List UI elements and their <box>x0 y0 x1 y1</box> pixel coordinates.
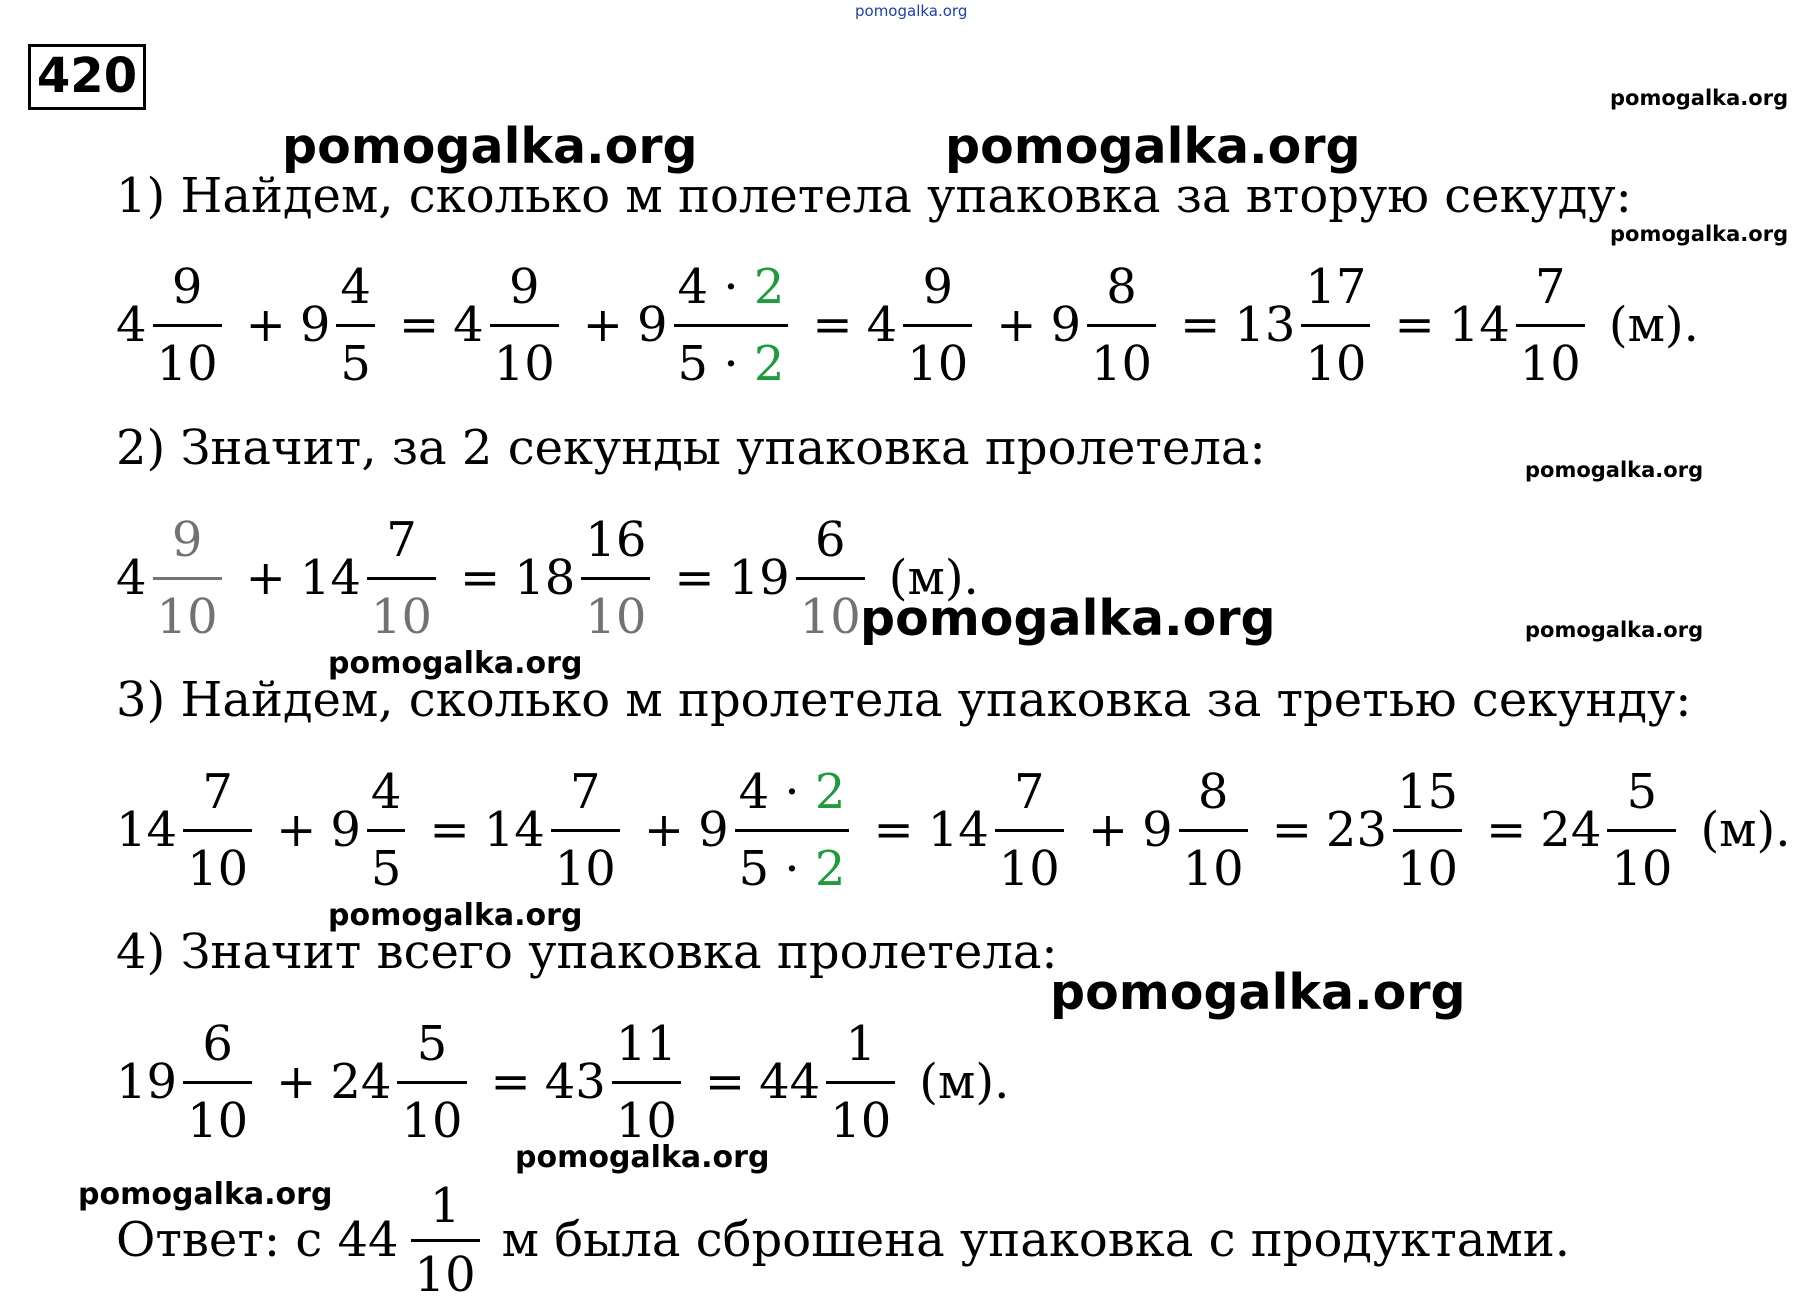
numerator <box>674 250 789 324</box>
operator: + <box>245 550 286 606</box>
whole: 4 <box>453 297 484 353</box>
denominator <box>674 327 789 401</box>
denominator: 10 <box>799 588 861 645</box>
numerator: 4 <box>370 763 402 820</box>
operator: = <box>429 802 470 858</box>
unit: (м). <box>919 1054 1010 1110</box>
numerator-part: 4 · <box>738 763 815 820</box>
whole: 9 <box>1050 297 1082 353</box>
equation-2 <box>116 503 979 653</box>
denominator <box>735 832 850 906</box>
whole: 9 <box>299 297 331 353</box>
whole: 44 <box>759 1054 821 1110</box>
numerator: 9 <box>508 258 540 315</box>
numerator-multiplier: 2 <box>753 258 785 315</box>
watermark: pomogalka.org <box>1050 964 1466 1021</box>
operator: = <box>490 1054 531 1110</box>
fraction <box>1087 250 1156 401</box>
operator: + <box>245 297 286 353</box>
equation-4 <box>116 1007 1009 1157</box>
fraction <box>1607 755 1676 906</box>
fraction <box>674 250 789 401</box>
numerator: 17 <box>1305 258 1367 315</box>
whole: 43 <box>544 1054 606 1110</box>
fraction <box>153 503 222 654</box>
whole: 4 <box>866 297 898 353</box>
denominator: 10 <box>830 1092 892 1149</box>
denominator: 10 <box>585 588 647 645</box>
whole: 24 <box>1540 802 1602 858</box>
denominator: 10 <box>414 1246 476 1303</box>
operator: + <box>276 802 317 858</box>
numerator: 6 <box>202 1015 233 1072</box>
whole: 14 <box>483 802 545 858</box>
numerator: 9 <box>922 258 953 315</box>
whole: 9 <box>637 297 668 353</box>
denominator: 10 <box>187 840 249 897</box>
denominator: 10 <box>998 840 1060 897</box>
numerator: 15 <box>1396 763 1459 820</box>
operator: = <box>460 550 501 606</box>
watermark: pomogalka.org <box>328 898 583 933</box>
operator: = <box>704 1054 746 1110</box>
denominator: 10 <box>370 588 432 645</box>
operator: = <box>873 802 914 858</box>
numerator: 8 <box>1197 763 1229 820</box>
step-3-label: 3) Найдем, сколько м пролетела упаковка за третью секунду: <box>116 672 1692 728</box>
fraction <box>397 1007 466 1158</box>
whole: 24 <box>330 1054 392 1110</box>
fraction <box>903 250 972 401</box>
whole: 14 <box>116 802 178 858</box>
fraction <box>490 250 559 401</box>
fraction <box>1301 250 1370 401</box>
denominator: 10 <box>1091 335 1153 392</box>
step-1-label: 1) Найдем, сколько м полетела упаковка за вторую секуду: <box>116 168 1632 224</box>
step-4-label: 4) Значит всего упаковка пролетела: <box>116 924 1058 980</box>
denominator: 10 <box>156 335 218 392</box>
numerator: 1 <box>845 1015 877 1072</box>
answer-prefix: Ответ: с 44 <box>116 1212 399 1268</box>
operator: = <box>674 550 715 606</box>
operator: = <box>812 297 853 353</box>
operator: = <box>1486 802 1527 858</box>
numerator: 5 <box>416 1015 448 1072</box>
whole: 14 <box>1448 297 1510 353</box>
denominator: 10 <box>1182 840 1244 897</box>
whole: 23 <box>1325 802 1387 858</box>
watermark: pomogalka.org <box>78 1177 333 1212</box>
watermark: pomogalka.org <box>1610 86 1789 110</box>
fraction <box>1516 250 1585 401</box>
whole: 4 <box>116 297 147 353</box>
whole: 19 <box>116 1054 178 1110</box>
numerator <box>735 755 850 829</box>
fraction <box>336 250 375 401</box>
unit: (м). <box>888 550 979 606</box>
numerator: 6 <box>814 511 846 568</box>
operator: + <box>996 297 1037 353</box>
fraction <box>826 1007 895 1158</box>
operator: + <box>582 297 623 353</box>
whole: 13 <box>1234 297 1296 353</box>
numerator: 4 <box>340 258 371 315</box>
fraction <box>581 503 650 654</box>
denominator: 10 <box>187 1092 249 1149</box>
operator: = <box>1394 297 1435 353</box>
unit: (м). <box>1608 297 1699 353</box>
step-2-label: 2) Значит, за 2 секунды упаковка пролетела: <box>116 420 1266 476</box>
numerator: 16 <box>585 511 647 568</box>
fraction <box>1393 755 1462 906</box>
fraction <box>551 755 620 906</box>
numerator: 11 <box>615 1015 677 1072</box>
whole: 14 <box>927 802 989 858</box>
operator: + <box>1087 802 1129 858</box>
numerator: 9 <box>171 258 203 315</box>
denominator: 10 <box>907 335 969 392</box>
problem-number: 420 <box>28 44 146 110</box>
watermark: pomogalka.org <box>282 118 698 175</box>
denominator: 5 <box>340 335 371 392</box>
equation-1 <box>116 250 1699 400</box>
fraction <box>995 755 1064 906</box>
numerator: 7 <box>1014 763 1045 820</box>
whole: 19 <box>728 550 790 606</box>
answer-line <box>116 1170 1570 1310</box>
operator: + <box>276 1054 317 1110</box>
operator: + <box>643 802 685 858</box>
unit: (м). <box>1700 802 1791 858</box>
numerator: 1 <box>429 1177 461 1234</box>
whole: 14 <box>299 550 361 606</box>
watermark: pomogalka.org <box>328 646 583 681</box>
operator: = <box>1271 802 1312 858</box>
fraction <box>183 1007 252 1158</box>
denominator: 10 <box>1611 840 1673 897</box>
numerator: 7 <box>570 763 601 820</box>
operator: = <box>1180 297 1221 353</box>
watermark: pomogalka.org <box>1610 222 1789 246</box>
denominator: 10 <box>1396 840 1459 897</box>
watermark: pomogalka.org <box>1525 458 1704 482</box>
denominator: 10 <box>401 1092 463 1149</box>
numerator: 7 <box>386 511 417 568</box>
numerator-multiplier: 2 <box>814 763 846 820</box>
denominator: 10 <box>1519 335 1581 392</box>
whole: 4 <box>116 550 147 606</box>
denominator: 10 <box>1305 335 1367 392</box>
fraction <box>735 755 850 906</box>
numerator: 7 <box>1535 258 1566 315</box>
watermark: pomogalka.org <box>515 1140 770 1175</box>
fraction <box>183 755 252 906</box>
whole: 18 <box>514 550 576 606</box>
denominator-multiplier: 2 <box>753 335 785 392</box>
denominator: 10 <box>156 588 218 645</box>
operator: = <box>398 297 440 353</box>
fraction <box>612 1007 681 1158</box>
denominator: 10 <box>493 335 555 392</box>
whole: 9 <box>698 802 729 858</box>
numerator: 5 <box>1626 763 1658 820</box>
numerator: 7 <box>202 763 233 820</box>
denominator: 10 <box>615 1092 677 1149</box>
watermark: pomogalka.org <box>1525 618 1704 642</box>
fraction <box>153 250 222 401</box>
denominator-multiplier: 2 <box>814 840 846 897</box>
fraction <box>1179 755 1248 906</box>
fraction <box>367 503 436 654</box>
whole: 9 <box>330 802 361 858</box>
whole: 9 <box>1142 802 1173 858</box>
numerator: 8 <box>1106 258 1137 315</box>
denominator-part: 5 · <box>677 335 754 392</box>
watermark-top: pomogalka.org <box>855 2 968 20</box>
fraction <box>411 1173 480 1308</box>
denominator: 10 <box>554 840 616 897</box>
fraction <box>367 755 406 906</box>
denominator: 5 <box>370 840 402 897</box>
denominator-part: 5 · <box>738 840 815 897</box>
fraction <box>796 503 865 654</box>
numerator: 9 <box>171 511 203 568</box>
equation-3 <box>116 755 1790 905</box>
answer-suffix: м была сброшена упаковка с продуктами. <box>501 1212 1570 1268</box>
watermark: pomogalka.org <box>860 590 1276 647</box>
watermark: pomogalka.org <box>945 118 1361 175</box>
numerator-part: 4 · <box>677 258 754 315</box>
